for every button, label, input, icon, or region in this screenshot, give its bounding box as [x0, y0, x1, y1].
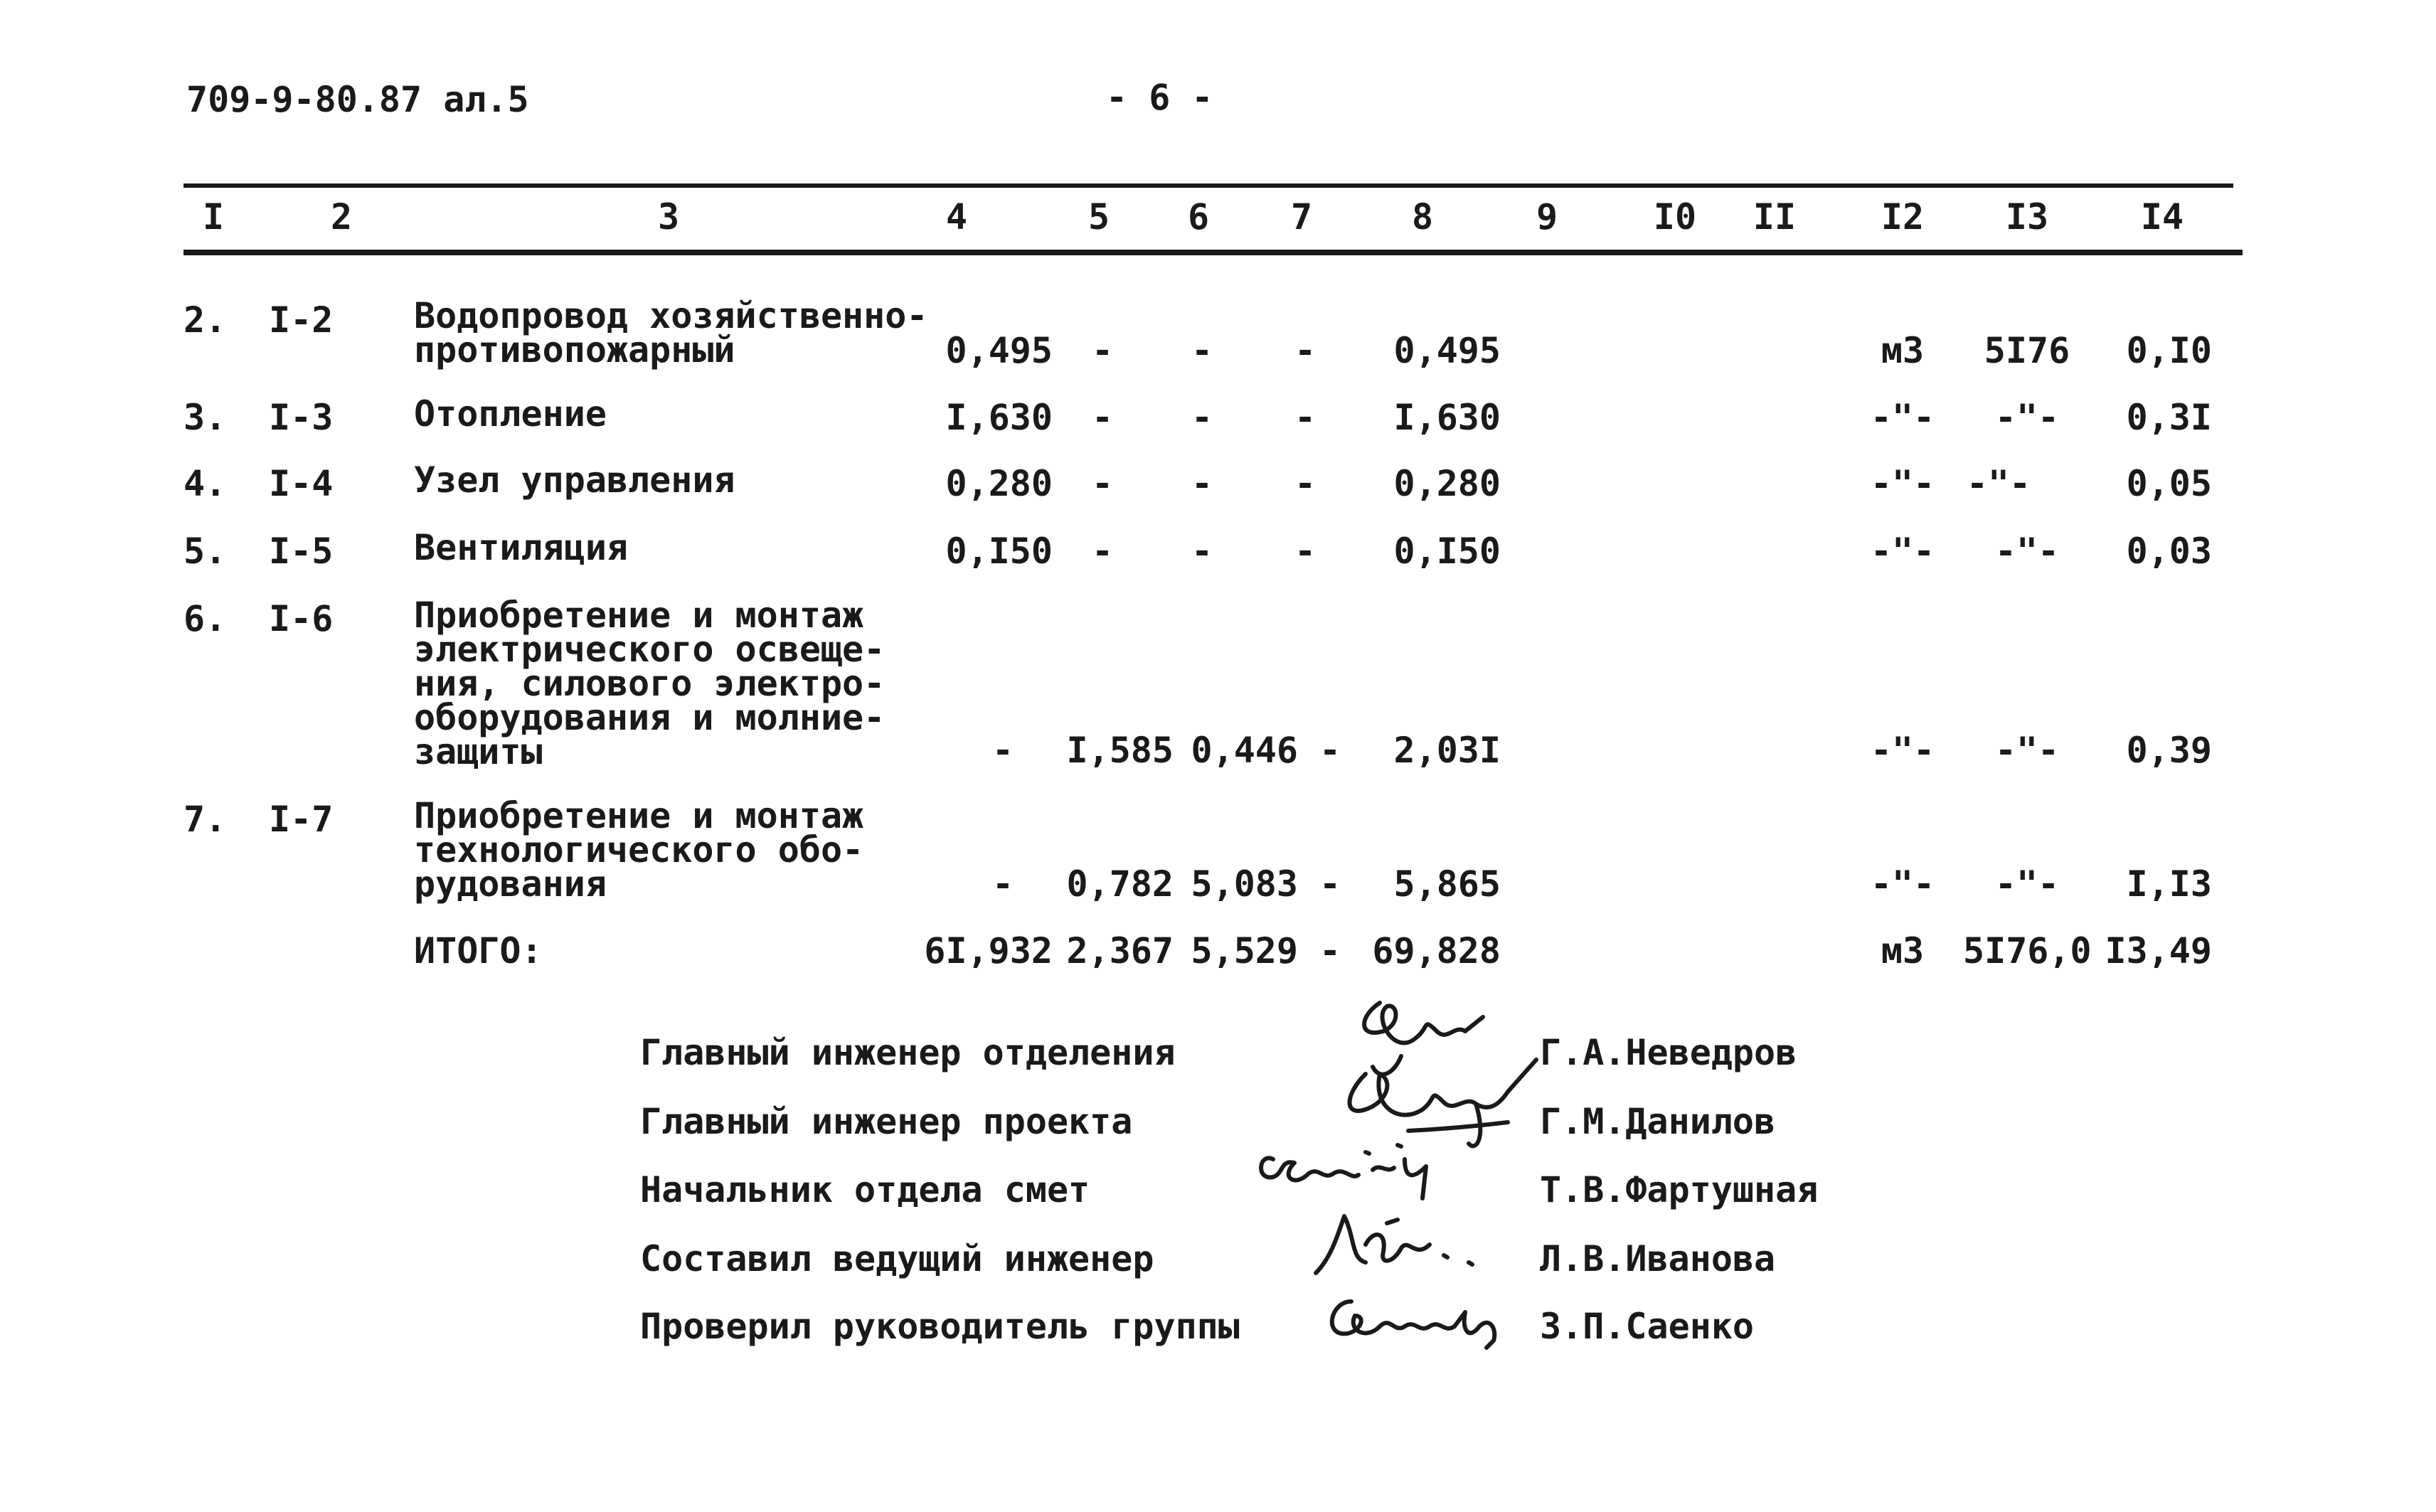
- handwritten-signature: [1316, 1273, 1515, 1358]
- cell-col6: -: [1191, 330, 1213, 371]
- column-header: I4: [2140, 196, 2184, 238]
- cell-col13: -"-: [1966, 463, 2031, 504]
- signer-title: Проверил руководитель группы: [640, 1306, 1240, 1347]
- cell-col4: I,630: [945, 397, 1053, 438]
- row-number: 6.: [184, 598, 227, 639]
- cell-col14: I,I3: [2126, 863, 2212, 905]
- cell-col12: -"-: [1870, 730, 1935, 771]
- total-col13: 5I76,0: [1963, 930, 2092, 971]
- row-name: Отопление: [414, 393, 607, 435]
- row-code: I-7: [269, 799, 334, 840]
- row-code: I-6: [269, 598, 334, 639]
- cell-col12: -"-: [1870, 863, 1935, 905]
- total-col4: 6I,932: [924, 930, 1053, 971]
- row-number: 4.: [184, 463, 227, 504]
- signer-name: Т.В.Фартушная: [1540, 1169, 1819, 1210]
- signer-title: Главный инженер проекта: [640, 1101, 1133, 1142]
- column-header: I: [202, 196, 225, 238]
- cell-col4: 0,I50: [945, 531, 1053, 572]
- total-col6: 5,529: [1191, 930, 1298, 971]
- cell-col6: -: [1191, 531, 1213, 572]
- cell-col6: -: [1191, 397, 1213, 438]
- cell-col6: -: [1191, 463, 1213, 504]
- column-header: I2: [1881, 196, 1925, 238]
- signer-title: Начальник отдела смет: [640, 1169, 1090, 1210]
- cell-col5: I,585: [1066, 730, 1174, 771]
- total-col8: 69,828: [1372, 930, 1501, 971]
- row-name: Узел управления: [414, 459, 735, 501]
- row-code: I-5: [269, 531, 334, 572]
- column-header: 6: [1187, 196, 1210, 238]
- cell-col8: 0,495: [1393, 330, 1501, 371]
- cell-col14: 0,3I: [2126, 397, 2212, 438]
- signer-name: Г.А.Неведров: [1540, 1032, 1797, 1073]
- total-col7: -: [1319, 930, 1341, 971]
- row-name: Вентиляция: [414, 527, 629, 568]
- column-header: II: [1752, 196, 1797, 238]
- column-header: 5: [1087, 196, 1110, 238]
- page-number: - 6 -: [1106, 77, 1213, 118]
- cell-col4: 0,280: [945, 463, 1053, 504]
- cell-col13: 5I76: [1984, 330, 2070, 371]
- cell-col8: 0,I50: [1393, 531, 1501, 572]
- column-header: 3: [657, 196, 680, 238]
- column-header: 9: [1536, 196, 1558, 238]
- cell-col5: -: [1091, 330, 1114, 371]
- cell-col12: -"-: [1870, 531, 1935, 572]
- cell-col7: -: [1294, 397, 1317, 438]
- cell-col8: 5,865: [1393, 863, 1501, 905]
- cell-col14: 0,39: [2126, 730, 2212, 771]
- column-header: I0: [1653, 196, 1697, 238]
- document-code: 709-9-80.87 ал.5: [186, 79, 529, 120]
- cell-col7: -: [1294, 330, 1317, 371]
- cell-col6: 5,083: [1191, 863, 1298, 905]
- signer-name: З.П.Саенко: [1540, 1306, 1755, 1347]
- row-code: I-3: [269, 397, 334, 438]
- cell-col7: -: [1294, 463, 1317, 504]
- cell-col12: -"-: [1870, 397, 1935, 438]
- row-number: 2.: [184, 299, 227, 341]
- total-col14: I3,49: [2105, 930, 2212, 971]
- column-header: 4: [945, 196, 968, 238]
- column-header: 2: [330, 196, 353, 238]
- signer-name: Л.В.Иванова: [1540, 1238, 1776, 1279]
- column-header: 7: [1290, 196, 1313, 238]
- total-col12: м3: [1881, 930, 1925, 971]
- column-header: I3: [2005, 196, 2049, 238]
- cell-col8: 2,03I: [1393, 730, 1501, 771]
- cell-col7: -: [1294, 531, 1317, 572]
- cell-col7: -: [1319, 863, 1341, 905]
- cell-col5: -: [1091, 531, 1114, 572]
- row-name: Водопровод хозяйственно- противопожарный: [414, 295, 928, 371]
- cell-col14: 0,03: [2126, 531, 2212, 572]
- total-col5: 2,367: [1066, 930, 1174, 971]
- cell-col13: -"-: [1994, 863, 2060, 905]
- signer-name: Г.М.Данилов: [1540, 1101, 1776, 1142]
- row-code: I-2: [269, 299, 334, 341]
- column-header: 8: [1411, 196, 1434, 238]
- table-header-rule: [184, 250, 2243, 255]
- cell-col7: -: [1319, 730, 1341, 771]
- cell-col8: I,630: [1393, 397, 1501, 438]
- cell-col13: -"-: [1994, 397, 2060, 438]
- cell-col5: -: [1091, 397, 1114, 438]
- row-number: 3.: [184, 397, 227, 438]
- cell-col4: 0,495: [945, 330, 1053, 371]
- cell-col5: -: [1091, 463, 1114, 504]
- cell-col5: 0,782: [1066, 863, 1174, 905]
- cell-col13: -"-: [1994, 531, 2060, 572]
- cell-col12: м3: [1881, 330, 1925, 371]
- row-name: Приобретение и монтаж электрического освеще- ния, силового электро- оборудования и молние- защиты: [414, 595, 885, 772]
- cell-col13: -"-: [1994, 730, 2060, 771]
- row-name: Приобретение и монтаж технологического обо- рудования: [414, 795, 864, 905]
- cell-col6: 0,446: [1191, 730, 1298, 771]
- cell-col8: 0,280: [1393, 463, 1501, 504]
- cell-col14: 0,I0: [2126, 330, 2212, 371]
- signer-title: Главный инженер отделения: [640, 1032, 1176, 1073]
- table-top-rule: [184, 183, 2233, 188]
- cell-col12: -"-: [1870, 463, 1935, 504]
- row-number: 5.: [184, 531, 227, 572]
- cell-col4: -: [991, 730, 1014, 771]
- cell-col14: 0,05: [2126, 463, 2212, 504]
- cell-col4: -: [991, 863, 1014, 905]
- signer-title: Составил ведущий инженер: [640, 1238, 1154, 1279]
- row-code: I-4: [269, 463, 334, 504]
- row-number: 7.: [184, 799, 227, 840]
- total-label: ИТОГО:: [414, 930, 543, 971]
